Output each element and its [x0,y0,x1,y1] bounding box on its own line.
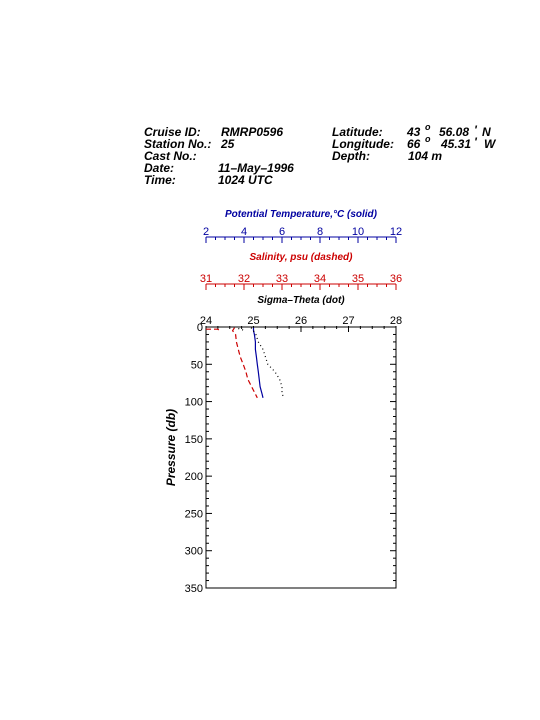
sigma-axis-title: Sigma–Theta (dot) [257,295,345,306]
time-value: 1024 UTC [218,173,273,187]
temperature-tick-label: 8 [316,226,324,238]
temperature-axis-title: Potential Temperature,°C (solid) [225,209,377,220]
longitude-hemisphere: W [484,137,496,151]
temperature-tick-label: 12 [389,226,403,238]
sigma-tick-label: 28 [389,315,403,327]
longitude-degree-symbol: o [425,134,431,144]
cast-no-label: Cast No.: [144,149,197,163]
longitude-minutes: 45.31 [441,137,472,151]
temperature-profile-line [254,328,264,398]
y-axis-title: Pressure (db) [164,408,178,487]
temperature-tick-label: 6 [278,226,286,238]
sigma-tick-label: 27 [342,315,355,327]
y-tick-label: 250 [184,508,203,521]
time-label: Time: [144,173,176,187]
longitude-label: Longitude: [332,137,394,151]
latitude-label: Latitude: [332,125,383,139]
station-no-label: Station No.: [144,137,212,151]
latitude-degrees: 43 [407,125,421,139]
plot-frame [206,327,396,588]
sigma-profile-line [251,328,284,398]
y-tick-label: 150 [184,433,203,446]
depth-label: Depth: [332,149,370,163]
salinity-tick-label: 32 [237,273,251,285]
salinity-tick-label: 36 [389,273,403,285]
date-value: 11–May–1996 [218,161,294,175]
sigma-tick-label: 26 [294,315,308,327]
salinity-axis-title: Salinity, psu (dashed) [249,252,353,263]
y-tick-label: 350 [184,583,203,595]
salinity-tick-label: 34 [313,273,327,285]
salinity-profile-line [233,328,258,398]
salinity-tick-label: 31 [199,273,213,285]
salinity-surface-trace [206,329,219,330]
salinity-tick-label: 35 [351,273,365,285]
longitude-minute-symbol: ' [474,135,477,149]
cruise-id-value: RMRP0596 [221,125,284,139]
y-tick-label: 0 [196,322,203,334]
temperature-tick-label: 2 [202,226,210,238]
latitude-minute-symbol: ' [474,123,477,137]
sigma-tick-label: 24 [199,315,213,327]
depth-value: 104 m [408,149,443,163]
station-no-value: 25 [221,137,235,151]
latitude-minutes: 56.08 [439,125,470,139]
y-tick-label: 200 [184,471,203,484]
latitude-degree-symbol: o [425,122,431,132]
y-tick-label: 300 [184,545,203,558]
cruise-id-label: Cruise ID: [144,125,201,139]
longitude-degrees: 66 [407,137,421,151]
latitude-hemisphere: N [482,125,491,139]
y-tick-label: 50 [190,359,203,372]
sigma-tick-label: 25 [247,315,260,327]
salinity-tick-label: 33 [275,273,289,285]
date-label: Date: [144,161,175,175]
y-tick-label: 100 [184,396,203,409]
temperature-tick-label: 10 [351,226,365,238]
temperature-tick-label: 4 [240,226,248,238]
